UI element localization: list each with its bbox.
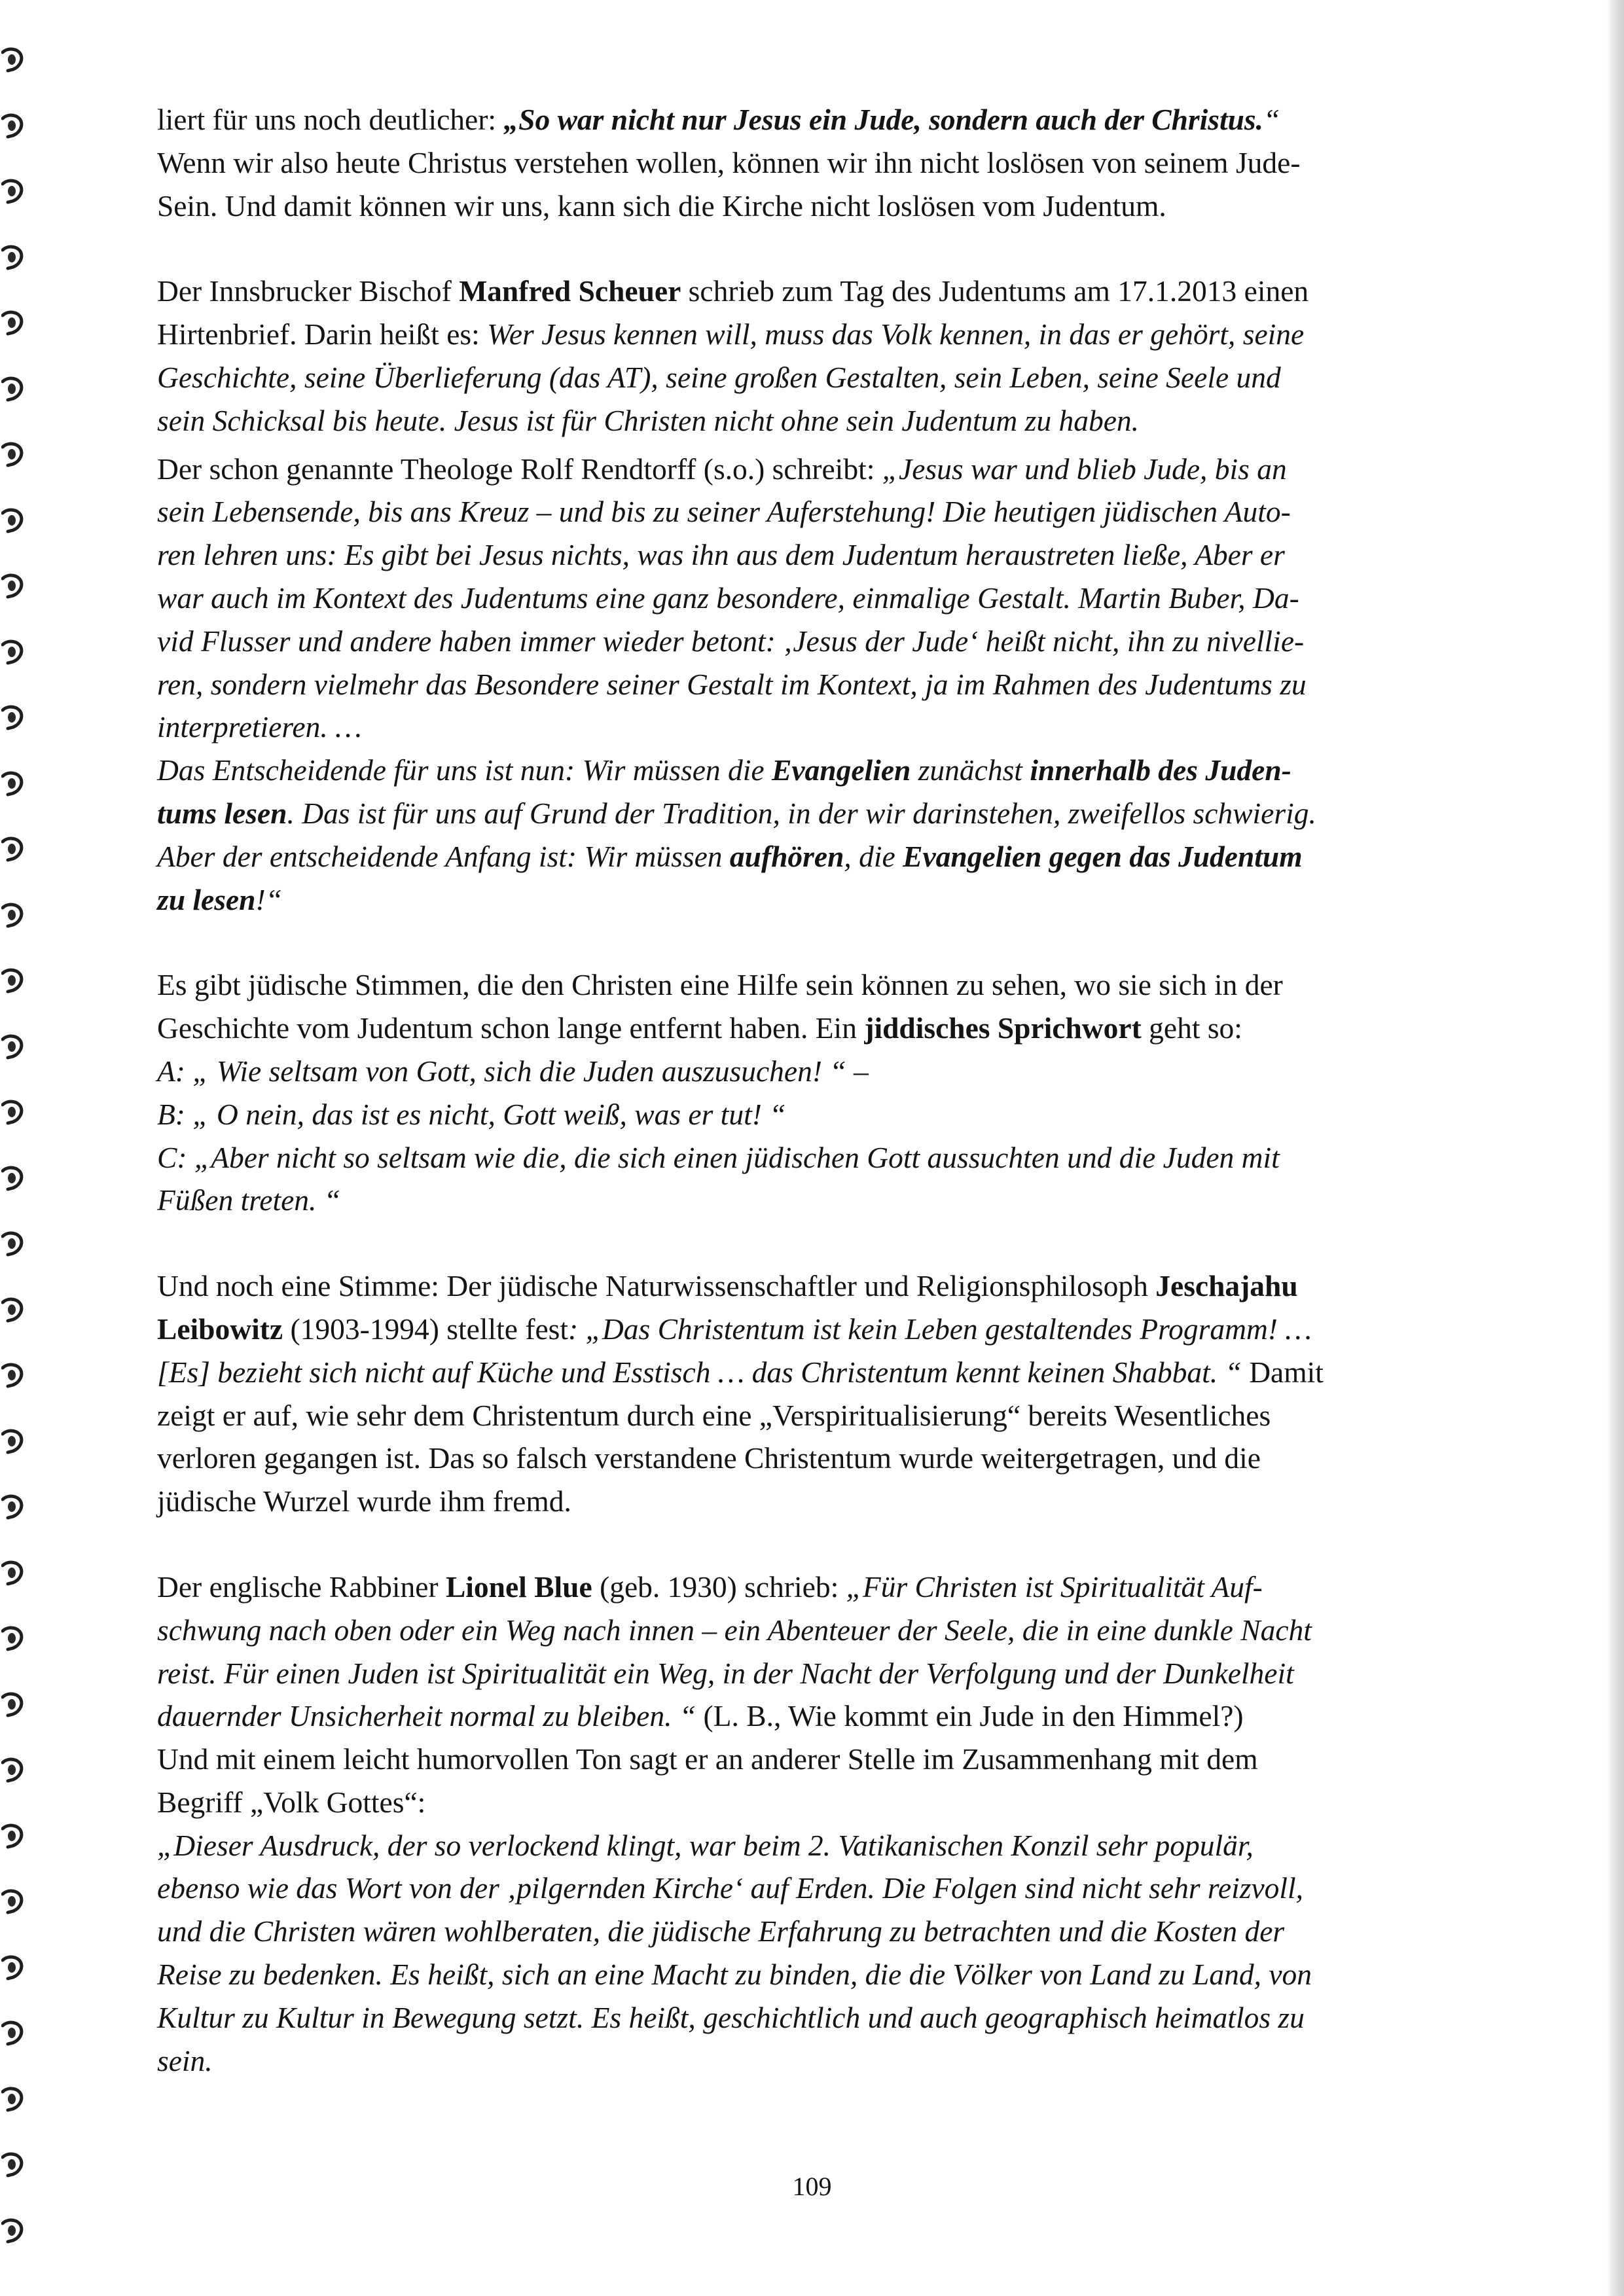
- spiral-ring-icon: [1, 1691, 24, 1718]
- text-run: Es gibt jüdische Stimmen, die den Christen eine Hilfe sein können zu sehen, wo sie sich in der: [157, 968, 1283, 1002]
- text-run: A: „ Wie seltsam von Gott, sich die Juden auszusuchen! “ –: [157, 1054, 869, 1088]
- spiral-ring-icon: [1, 638, 24, 666]
- spiral-ring-icon: [1, 2019, 24, 2047]
- paragraph: [157, 1265, 1440, 1523]
- text-run: schwung nach oben oder ein Weg nach innen – ein Abenteuer der Seele, die in eine dunkle Nacht: [157, 1613, 1312, 1647]
- text-run: Reise zu bedenken. Es heißt, sich an eine Macht zu binden, die die Völker von Land zu Land, von: [157, 1958, 1312, 1992]
- text-run: liert für uns noch deutlicher:: [157, 103, 504, 136]
- text-run: „Jesus war und blieb Jude, bis an: [882, 452, 1287, 486]
- spiral-ring-icon: [1, 46, 24, 73]
- text-run: innerhalb des Juden-: [1030, 753, 1291, 787]
- text-run: reist. Für einen Juden ist Spiritualität ein Weg, in der Nacht der Verfolgung und der Dunkelheit: [157, 1656, 1294, 1690]
- text-run: aufhören: [729, 839, 844, 873]
- text-run: zunächst: [911, 753, 1030, 787]
- text-run: B: „ O nein, das ist es nicht, Gott weiß, was er tut! “: [157, 1097, 786, 1131]
- spiral-ring-icon: [1, 1888, 24, 1915]
- text-run: Wenn wir also heute Christus verstehen wollen, können wir ihn nicht loslösen von seinem Jude-: [157, 145, 1301, 179]
- spiral-ring-icon: [1, 1164, 24, 1192]
- text-run: sein.: [157, 2043, 213, 2077]
- spiral-ring-icon: [1, 1296, 24, 1323]
- spiral-ring-icon: [1, 1033, 24, 1060]
- text-run: tums lesen: [157, 796, 287, 830]
- text-run: “: [1263, 103, 1280, 136]
- spiral-ring-icon: [1, 243, 24, 271]
- text-run: (geb. 1930) schrieb:: [592, 1570, 846, 1604]
- text-run: jüdische Wurzel wurde ihm fremd.: [157, 1484, 571, 1518]
- spiral-ring-icon: [1, 835, 24, 863]
- spiral-ring-icon: [1, 1493, 24, 1520]
- text-run: , die: [844, 839, 903, 873]
- text-run: Das Entscheidende für uns ist nun: Wir müssen die: [157, 753, 772, 787]
- text-run: Der englische Rabbiner: [157, 1570, 446, 1604]
- text-run: schrieb zum Tag des Judentums am 17.1.2013 einen: [681, 274, 1309, 308]
- text-run: dauernder Unsicherheit normal zu bleiben. “: [157, 1699, 696, 1733]
- text-run: Lionel Blue: [445, 1570, 592, 1604]
- spiral-ring-icon: [1, 1954, 24, 1981]
- text-run: . Das ist für uns auf Grund der Tradition, in der wir darinstehen, zweifellos schwierig.: [287, 796, 1316, 830]
- text-run: vid Flusser und andere haben immer wieder betont: ‚Jesus der Jude‘ heißt nicht, ihn zu nivellie-: [157, 624, 1305, 658]
- spiral-ring-icon: [1, 1427, 24, 1455]
- text-run: C: „Aber nicht so seltsam wie die, die sich einen jüdischen Gott aussuchten und die Juden mit: [157, 1140, 1280, 1174]
- text-run: ren, sondern vielmehr das Besondere seiner Gestalt im Kontext, ja im Rahmen des Judentums zu: [157, 667, 1307, 701]
- spiral-ring-icon: [1, 1098, 24, 1126]
- text-run: ebenso wie das Wort von der ‚pilgernden Kirche‘ auf Erden. Die Folgen sind nicht sehr reizvoll,: [157, 1871, 1304, 1905]
- spiral-ring-icon: [1, 2085, 24, 2113]
- text-run: Manfred Scheuer: [459, 274, 681, 308]
- text-run: war auch im Kontext des Judentums eine ganz besondere, einmalige Gestalt. Martin Buber, Da-: [157, 581, 1299, 615]
- spiral-ring-icon: [1, 1559, 24, 1587]
- text-run: „So war nicht nur Jesus ein Jude, sondern auch der Christus.: [503, 103, 1264, 136]
- text-run: !“: [255, 882, 282, 916]
- text-run: zeigt er auf, wie sehr dem Christentum durch eine „Verspiritualisierung“ bereits Wesentliches: [157, 1398, 1271, 1432]
- text-run: (L. B., Wie kommt ein Jude in den Himmel?): [696, 1699, 1244, 1733]
- text-run: Hirtenbrief. Darin heißt es:: [157, 317, 488, 351]
- spiral-ring-icon: [1, 1230, 24, 1257]
- text-run: Damit: [1241, 1355, 1324, 1389]
- page-number: 109: [792, 2172, 832, 2201]
- text-run: sein Lebensende, bis ans Kreuz – und bis zu seiner Auferstehung! Die heutigen jüdischen Auto-: [157, 495, 1291, 529]
- text-run: „Dieser Ausdruck, der so verlockend klingt, war beim 2. Vatikanischen Konzil sehr populär,: [157, 1828, 1254, 1862]
- paragraph: [157, 1566, 1440, 2083]
- text-run: sein Schicksal bis heute. Jesus ist für Christen nicht ohne sein Judentum zu haben.: [157, 403, 1140, 437]
- page-edge-shadow: [1607, 0, 1624, 2296]
- spiral-ring-icon: [1, 440, 24, 468]
- text-run: Begriff „Volk Gottes“:: [157, 1785, 426, 1819]
- text-run: und die Christen wären wohlberaten, die jüdische Erfahrung zu betrachten und die Kosten der: [157, 1914, 1285, 1948]
- paragraph: [157, 98, 1440, 227]
- spiral-ring-icon: [1, 572, 24, 600]
- spiral-ring-icon: [1, 770, 24, 797]
- text-run: Leibowitz: [157, 1312, 283, 1346]
- text-run: geht so:: [1141, 1011, 1242, 1045]
- text-run: Füßen treten. “: [157, 1183, 341, 1217]
- spiral-ring-icon: [1, 112, 24, 139]
- spiral-ring-icon: [1, 507, 24, 534]
- text-run: jiddisches Sprichwort: [864, 1011, 1142, 1045]
- spiral-ring-icon: [1, 1756, 24, 1784]
- spiral-ring-icon: [1, 177, 24, 205]
- spiral-ring-icon: [1, 309, 24, 336]
- text-run: : „Das Christentum ist kein Leben gestaltendes Programm! …: [568, 1312, 1312, 1346]
- text-run: Geschichte, seine Überlieferung (das AT), seine großen Gestalten, sein Leben, seine Seele und: [157, 360, 1281, 394]
- spiral-ring-icon: [1, 901, 24, 929]
- paragraph: [157, 270, 1440, 442]
- text-run: „Für Christen ist Spiritualität Auf-: [846, 1570, 1263, 1604]
- paragraph: [157, 448, 1440, 922]
- spiral-ring-icon: [1, 1624, 24, 1652]
- text-run: (1903-1994) stellte fest: [283, 1312, 569, 1346]
- spiral-binding: [0, 0, 39, 2296]
- spiral-ring-icon: [1, 375, 24, 403]
- text-run: Und mit einem leicht humorvollen Ton sagt er an anderer Stelle im Zusammenhang mit dem: [157, 1742, 1258, 1776]
- spiral-ring-icon: [1, 967, 24, 994]
- text-run: ren lehren uns: Es gibt bei Jesus nichts, was ihn aus dem Judentum heraustreten ließe, Aber er: [157, 538, 1285, 572]
- text-run: Der Innsbrucker Bischof: [157, 274, 460, 308]
- text-run: Sein. Und damit können wir uns, kann sich die Kirche nicht loslösen vom Judentum.: [157, 188, 1166, 223]
- spiral-ring-icon: [1, 1822, 24, 1850]
- text-run: Und noch eine Stimme: Der jüdische Naturwissenschaftler und Religionsphilosoph: [157, 1269, 1156, 1303]
- text-run: Der schon genannte Theologe Rolf Rendtorff (s.o.) schreibt:: [157, 452, 882, 486]
- text-run: Aber der entscheidende Anfang ist: Wir müssen: [157, 839, 730, 873]
- text-run: Geschichte vom Judentum schon lange entfernt haben. Ein: [157, 1011, 865, 1045]
- text-run: Jeschajahu: [1155, 1269, 1298, 1303]
- spiral-ring-icon: [1, 2217, 24, 2244]
- text-run: Evangelien: [772, 753, 911, 787]
- text-run: verloren gegangen ist. Das so falsch verstandene Christentum wurde weitergetragen, und die: [157, 1441, 1261, 1475]
- paragraph: [157, 963, 1440, 1222]
- text-run: Wer Jesus kennen will, muss das Volk kennen, in das er gehört, seine: [487, 317, 1305, 351]
- spiral-ring-icon: [1, 704, 24, 731]
- text-run: [Es] bezieht sich nicht auf Küche und Esstisch … das Christentum kennt keinen Shabbat. “: [157, 1355, 1242, 1389]
- spiral-ring-icon: [1, 1361, 24, 1389]
- text-run: interpretieren. …: [157, 710, 362, 744]
- text-run: zu lesen: [157, 882, 256, 916]
- body-text: [157, 98, 1440, 2082]
- text-run: Evangelien gegen das Judentum: [903, 839, 1303, 873]
- text-run: Kultur zu Kultur in Bewegung setzt. Es heißt, geschichtlich und auch geographisch heimatlos zu: [157, 2000, 1305, 2034]
